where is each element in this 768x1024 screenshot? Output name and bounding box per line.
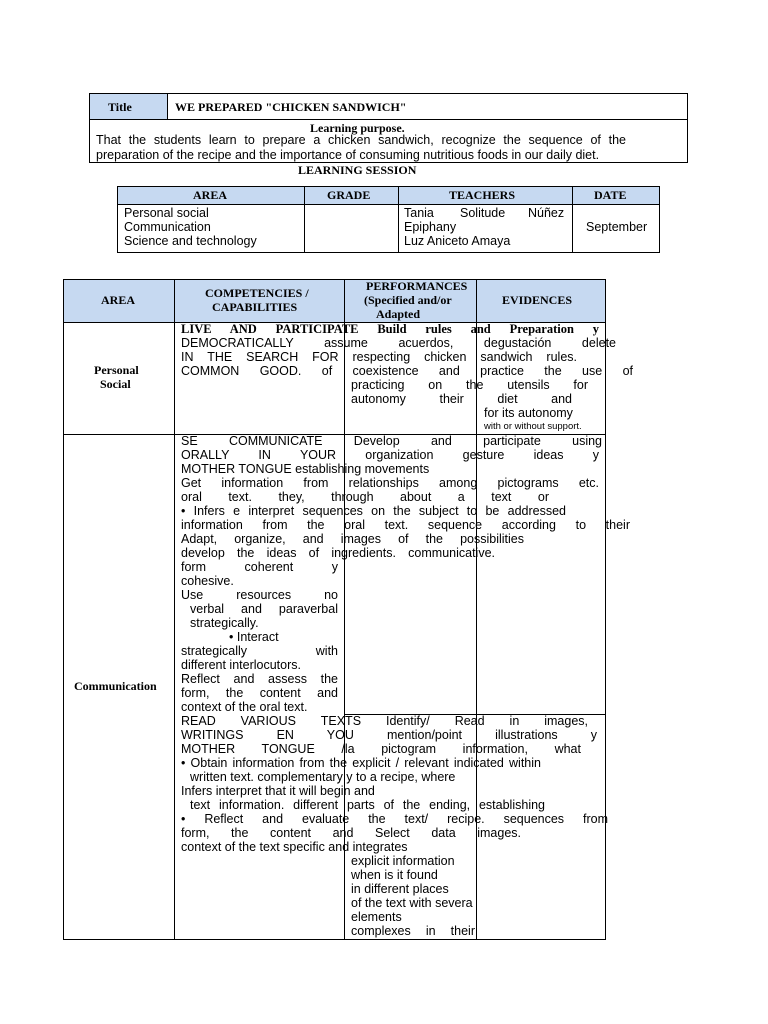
- row2-line: • Interact: [229, 630, 279, 644]
- row1-line: IN THE SEARCH FOR respecting chicken sandwich rules.: [181, 350, 577, 364]
- purpose-line-2: preparation of the recipe and the importance of consuming nutritious foods in our daily diet.: [96, 148, 600, 162]
- row2-line: ORALLY IN YOUR organization gesture ideas y: [181, 448, 599, 462]
- row1-area-line-2: Social: [100, 377, 131, 391]
- row1-line: for its autonomy: [484, 406, 573, 420]
- row2-line: Reflect and assess the: [181, 672, 338, 686]
- session-header-area: AREA: [193, 188, 228, 202]
- row2-line: • Reflect and evaluate the text/ recipe. sequences from: [181, 812, 608, 826]
- main-header-competencies-1: COMPETENCIES /: [205, 286, 309, 300]
- row2-line: strategically.: [190, 616, 259, 630]
- row2-line: Use resources no: [181, 588, 338, 602]
- row1-text: [181, 322, 633, 434]
- row2-line: MOTHER TONGUE establishing movements: [181, 462, 430, 476]
- row2-line: Get information from relationships among pictograms etc.: [181, 476, 599, 490]
- row1-line: with or without support.: [484, 421, 582, 432]
- row2-line: context of the oral text.: [181, 700, 308, 714]
- row2-line: when is it found: [351, 868, 438, 882]
- session-heading: LEARNING SESSION: [298, 163, 417, 177]
- row2-line: form, the content and Select data images.: [181, 826, 521, 840]
- teacher-word-2: Solitude: [460, 206, 506, 220]
- row2-line: context of the text specific and integrates: [181, 840, 408, 854]
- row2-line: different interlocutors.: [181, 658, 301, 672]
- row2-line: WRITINGS EN YOU mention/point illustrations y: [181, 728, 597, 742]
- row1-line: LIVE AND PARTICIPATE Build rules and Preparation y: [181, 322, 599, 336]
- title-value: WE PREPARED "CHICKEN SANDWICH": [175, 100, 407, 114]
- row2-line: verbal and paraverbal: [190, 602, 338, 616]
- teacher-line-2: Epiphany: [404, 220, 457, 234]
- row2-text-a: [181, 434, 633, 714]
- teacher-word-1: Tania: [404, 206, 434, 220]
- main-header-evidences: EVIDENCES: [502, 293, 573, 307]
- row2-line: Adapt, organize, and images of the possibilities: [181, 532, 524, 546]
- row2-line: form, the content and: [181, 686, 338, 700]
- session-header-date: DATE: [594, 188, 627, 202]
- row2-area: Communication: [74, 679, 157, 693]
- main-header-area: AREA: [101, 293, 136, 307]
- row2-line: information from the oral text. sequence according to their: [181, 518, 630, 532]
- session-date: September: [586, 220, 648, 234]
- row2-line: • Obtain information from the explicit / relevant indicated within: [181, 756, 541, 770]
- title-label: Title: [108, 100, 132, 114]
- row2-line: develop the ideas of ingredients. communicative.: [181, 546, 495, 560]
- main-header-competencies-2: CAPABILITIES: [212, 300, 298, 314]
- row2-line: complexes in their: [351, 924, 475, 938]
- session-area-3: Science and technology: [124, 234, 257, 248]
- row2-line: text information. different parts of the ending, establishing: [190, 798, 545, 812]
- row1-area-line-1: Personal: [94, 363, 139, 377]
- session-area-1: Personal social: [124, 206, 209, 220]
- purpose-line-1: That the students learn to prepare a chicken sandwich, recognize the sequence of the: [96, 133, 626, 147]
- main-header-performances-1: PERFORMANCES: [366, 279, 468, 293]
- row1-line: COMMON GOOD. of coexistence and practice the use of: [181, 364, 633, 378]
- session-area-2: Communication: [124, 220, 211, 234]
- row1-line: practicing on the utensils for: [351, 378, 588, 392]
- session-header-grade: GRADE: [327, 188, 371, 202]
- teacher-line-3: Luz Aniceto Amaya: [404, 234, 511, 248]
- row2-line: in different places: [351, 882, 449, 896]
- row2-line: oral text. they, through about a text or: [181, 490, 549, 504]
- row2-line: READ VARIOUS TEXTS Identify/ Read in images,: [181, 714, 588, 728]
- row1-line: DEMOCRATICALLY assume acuerdos, degustación delete: [181, 336, 616, 350]
- session-header-teachers: TEACHERS: [449, 188, 516, 202]
- row2-line: MOTHER TONGUE /la pictogram information, what: [181, 742, 581, 756]
- row2-line: of the text with severa: [351, 896, 473, 910]
- row2-line: explicit information: [351, 854, 455, 868]
- row2-line: form coherent y: [181, 560, 338, 574]
- row2-line: cohesive.: [181, 574, 234, 588]
- row2-line: • Infers e interpret sequences on the subject to be addressed: [181, 504, 566, 518]
- teacher-word-3: Núñez: [528, 206, 565, 220]
- main-header-performances-3: Adapted: [376, 307, 421, 321]
- row2-line: Infers interpret that it will begin and: [181, 784, 375, 798]
- row1-line: autonomy their diet and: [351, 392, 572, 406]
- row2-line: written text. complementary y to a recipe, where: [190, 770, 456, 784]
- row2-line: strategically with: [181, 644, 338, 658]
- main-header-performances-2: (Specified and/or: [364, 293, 452, 307]
- row2-text-b: [181, 714, 611, 938]
- row2-line: SE COMMUNICATE Develop and participate using: [181, 434, 602, 448]
- row2-line: elements: [351, 910, 402, 924]
- purpose-heading: Learning purpose.: [310, 121, 405, 135]
